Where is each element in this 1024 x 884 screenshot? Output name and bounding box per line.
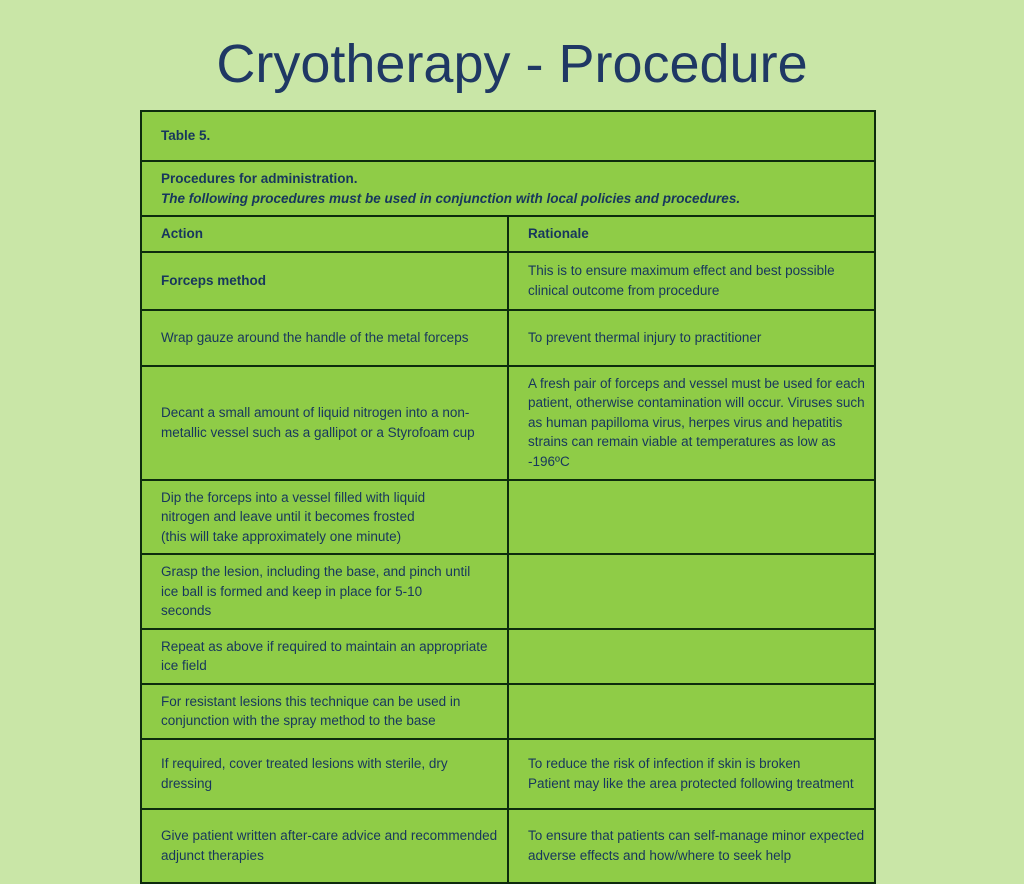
table-row — [141, 310, 875, 366]
table-header-row — [141, 216, 875, 252]
column-header-rationale: Rationale — [508, 216, 875, 252]
table-row — [141, 554, 875, 629]
cell-rationale: This is to ensure maximum effect and best possible clinical outcome from procedure — [508, 252, 875, 310]
table-caption-row — [141, 111, 875, 161]
procedure-table-container — [140, 110, 876, 884]
cell-rationale — [508, 480, 875, 555]
cell-rationale-line: To reduce the risk of infection if skin is broken — [528, 756, 801, 771]
cell-action-line: ice ball is formed and keep in place for 5-10 — [161, 583, 423, 599]
cell-action: For resistant lesions this technique can be used in conjunction with the spray method to the base — [141, 684, 508, 739]
cell-action: Repeat as above if required to maintain an appropriate ice field — [141, 629, 508, 684]
cell-rationale: To prevent thermal injury to practitioner — [508, 310, 875, 366]
cell-action: Give patient written after-care advice and recommended adjunct therapies — [141, 809, 508, 883]
cell-action: Forceps method — [141, 252, 508, 310]
table-row — [141, 809, 875, 883]
cell-action-line: nitrogen and leave until it becomes frosted — [161, 509, 415, 524]
cell-action-line: seconds — [161, 603, 212, 618]
table-row — [141, 252, 875, 310]
cell-rationale — [508, 684, 875, 739]
cell-action-line: Dip the forceps into a vessel filled with liquid — [161, 489, 426, 505]
cell-rationale — [508, 554, 875, 629]
table-row — [141, 480, 875, 555]
cell-action: If required, cover treated lesions with sterile, dry dressing — [141, 739, 508, 809]
cell-action-line: (this will take approximately one minute) — [161, 528, 402, 544]
cell-action: Wrap gauze around the handle of the metal forceps — [141, 310, 508, 366]
table-row — [141, 366, 875, 480]
table-subtitle-line1: Procedures for administration. — [161, 171, 358, 186]
procedure-table — [140, 110, 876, 884]
cell-rationale — [508, 629, 875, 684]
cell-rationale: To ensure that patients can self-manage minor expected adverse effects and how/where to seek help — [508, 809, 875, 883]
cell-action: Decant a small amount of liquid nitrogen into a non-metallic vessel such as a gallipot or a Styrofoam cup — [141, 366, 508, 480]
cell-rationale — [508, 739, 875, 809]
table-subtitle-line2: The following procedures must be used in conjunction with local policies and procedures. — [161, 190, 741, 206]
table-row — [141, 629, 875, 684]
page-title: Cryotherapy - Procedure — [216, 34, 808, 94]
column-header-action: Action — [141, 216, 508, 252]
table-subtitle-row — [141, 161, 875, 216]
cell-rationale-line: Patient may like the area protected following treatment — [528, 775, 854, 791]
cell-action — [141, 480, 508, 555]
table-caption-label: Table 5. — [141, 111, 875, 161]
table-row — [141, 684, 875, 739]
table-subtitle-cell — [141, 161, 875, 216]
cell-rationale: A fresh pair of forceps and vessel must be used for each patient, otherwise contamination will occur. Viruses such as human papilloma virus, herpes virus and hepatitis strains can remain viable at temperatures as low as -196ºC — [508, 366, 875, 480]
cell-action-line: Grasp the lesion, including the base, and pinch until — [161, 564, 471, 579]
cell-action — [141, 554, 508, 629]
table-row — [141, 739, 875, 809]
